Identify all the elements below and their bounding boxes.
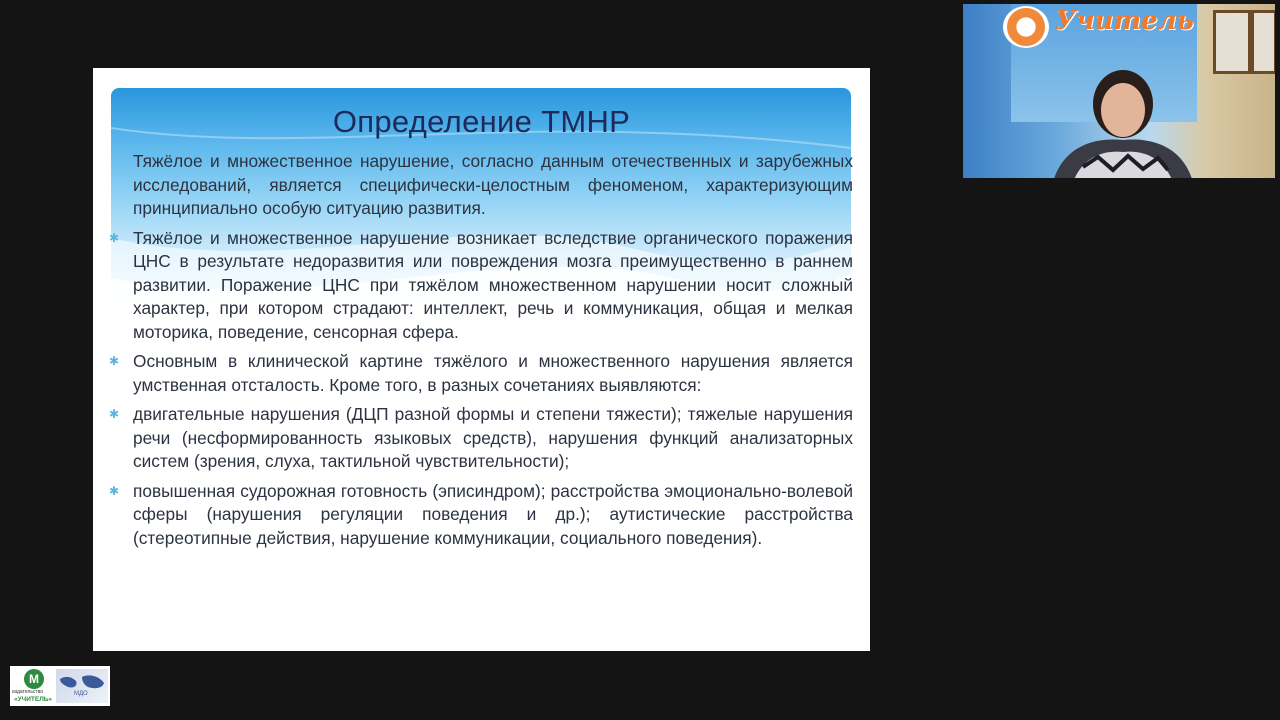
- bullet-icon: ✱: [109, 354, 120, 368]
- presentation-slide: [93, 68, 870, 651]
- logo-caption: издательство: [12, 689, 44, 695]
- paragraph-5: [109, 480, 853, 551]
- logo-brand-name: «УЧИТЕЛЬ»: [14, 696, 53, 703]
- logo-emblem-icon: М: [24, 669, 44, 689]
- publisher-brand: Учитель: [1055, 6, 1194, 36]
- wall-certificate-icon: [1251, 10, 1275, 74]
- paragraph-1: [133, 150, 853, 221]
- paragraph-text: Тяжёлое и множественное нарушение возникает вследствие органического поражения ЦНС в результате недоразвития или повреждения мозга преимущественно в раннем развитии. Поражение ЦНС при тяжёлом множественном нарушении носит сложный характер, при котором страдают: интеллект, речь и коммуникация, общая и мелкая моторика, поведение, сенсорная сфера.: [133, 227, 853, 342]
- paragraph-2: [109, 227, 853, 345]
- paragraph-3: [109, 350, 853, 397]
- paragraph-text: Основным в клинической картине тяжёлого и множественного нарушения является умственная отсталость. Кроме того, в разных сочетаниях выявляются:: [133, 351, 853, 395]
- bullet-icon: ✱: [109, 483, 120, 498]
- bullet-icon: ✱: [109, 407, 120, 421]
- paragraph-text: двигательные нарушения (ДЦП разной формы и степени тяжести); тяжелые нарушения речи (несформированность языковых средств), нарушения функций анализаторных систем (зрения, слуха, тактильной чувствительности);: [133, 404, 853, 471]
- publisher-logo-icon: [1003, 6, 1049, 48]
- paragraph-text: Тяжёлое и множественное нарушение, согласно данным отечественных и зарубежных исследований, является специфически-целостным феноменом, характеризующим принципиально особую ситуацию развития.: [133, 151, 853, 218]
- publisher-watermark-logo: [10, 666, 110, 706]
- logo-map-label: МДО: [74, 691, 88, 697]
- slide-body: [109, 150, 853, 556]
- wall-certificate-icon: [1213, 10, 1251, 74]
- presenter-avatar: [1043, 52, 1203, 178]
- paragraph-4: [109, 403, 853, 474]
- webcam-video[interactable]: [963, 4, 1275, 178]
- slide-title: Определение ТМНР: [332, 104, 631, 139]
- paragraph-text: повышенная судорожная готовность (эписиндром); расстройства эмоционально-волевой сферы (нарушения регуляции поведения и др.); аутистические расстройства (стереотипные действия, нарушение коммуникации, социального поведения).: [133, 480, 853, 548]
- world-map-icon: [56, 669, 108, 703]
- bullet-icon: ✱: [109, 230, 120, 245]
